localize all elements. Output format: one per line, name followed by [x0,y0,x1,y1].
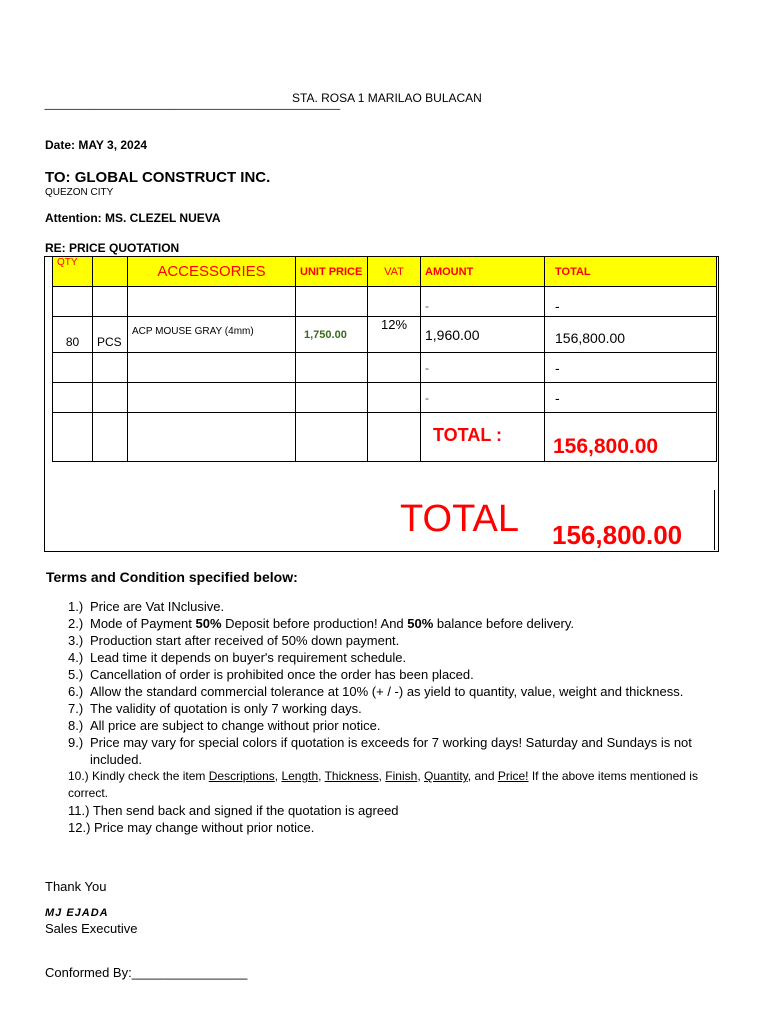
table-header-row [53,257,717,287]
subtotal-row [53,413,717,462]
table-row [53,287,717,317]
header-separator: ---------------------------------------------------------------------------------------------------------------------------------------------------- [44,104,340,114]
cell-description [128,287,296,317]
grand-total-value: 156,800.00 [552,520,683,550]
attention-line: Attention: MS. CLEZEL NUEVA [45,211,221,225]
grand-total-label: TOTAL [400,498,519,540]
list-item: 9.) Price may vary for special colors if quotation is exceeds for 7 working days! Saturday and Sundays is not included. [68,735,692,767]
cell-vat [368,383,421,413]
cell-qty [53,383,93,413]
table-row [53,317,717,353]
header-vat: VAT [368,257,421,287]
header-qty: QTY [53,257,93,287]
cell-vat: 12% [368,317,421,353]
terms-list [68,598,728,836]
list-item: 11.) Then send back and signed if the quotation is agreed [68,803,399,818]
cell-unit-price [296,383,368,413]
subject-line: RE: PRICE QUOTATION [45,241,180,255]
box-divider [714,490,715,550]
cell-qty: 80 [53,317,93,353]
cell-description [128,353,296,383]
cell-unit-price: 1,750.00 [296,317,368,353]
terms-title: Terms and Condition specified below: [46,569,298,585]
cell-unit [93,353,128,383]
list-item: 3.) Production start after received of 50% down payment. [68,633,400,648]
cell-unit [93,383,128,413]
table-row [53,383,717,413]
date: Date: MAY 3, 2024 [45,138,148,152]
cell-vat [368,287,421,317]
subtotal-value: 156,800.00 [545,413,717,462]
cell-amount: 1,960.00 [421,317,545,353]
thank-you: Thank You [45,879,107,894]
signature-name: MJ EJADA [45,907,109,919]
list-item: 8.) All price are subject to change without prior notice. [68,718,381,733]
table-row [53,353,717,383]
cell-total: 156,800.00 [545,317,717,353]
list-item: 6.) Allow the standard commercial tolerance at 10% (+ / -) as yield to quantity, value, weight and thickness. [68,684,684,699]
cell-unit-price [296,353,368,383]
cell-description [128,383,296,413]
cell-qty [53,353,93,383]
list-item: 7.) The validity of quotation is only 7 working days. [68,701,362,716]
header-amount: AMOUNT [421,257,545,287]
subtotal-label: TOTAL : [421,413,545,462]
recipient-company: TO: GLOBAL CONSTRUCT INC. [45,169,271,186]
cell-vat [368,353,421,383]
list-item: 4.) Lead time it depends on buyer's requirement schedule. [68,650,407,665]
list-item: 5.) Cancellation of order is prohibited once the order has been placed. [68,667,474,682]
header-unit-price: UNIT PRICE [296,257,368,287]
cell-total: - [545,353,717,383]
conformed-by: Conformed By:________________ [45,965,248,980]
cell-description: ACP MOUSE GRAY (4mm) [128,317,296,353]
cell-total: - [545,287,717,317]
list-item: 1.) Price are Vat INclusive. [68,599,225,614]
header-total: TOTAL [545,257,717,287]
recipient-city: QUEZON CITY [45,187,114,198]
cell-amount: - [421,353,545,383]
signer-position: Sales Executive [45,921,138,936]
header-unit [93,257,128,287]
list-item: 2.) Mode of Payment 50% Deposit before production! And 50% balance before delivery. [68,616,574,631]
company-address: STA. ROSA 1 MARILAO BULACAN [292,91,482,105]
list-item: 12.) Price may change without prior notice. [68,820,315,835]
cell-unit [93,287,128,317]
cell-total: - [545,383,717,413]
quotation-table [52,256,717,462]
cell-amount: - [421,383,545,413]
cell-qty [53,287,93,317]
cell-unit-price [296,287,368,317]
cell-unit: PCS [93,317,128,353]
list-item: 10.) Kindly check the item Descriptions, Length, Thickness, Finish, Quantity, and Price! If the above items mentioned is correct. [68,769,698,800]
header-accessories: ACCESSORIES [128,257,296,287]
cell-amount: - [421,287,545,317]
